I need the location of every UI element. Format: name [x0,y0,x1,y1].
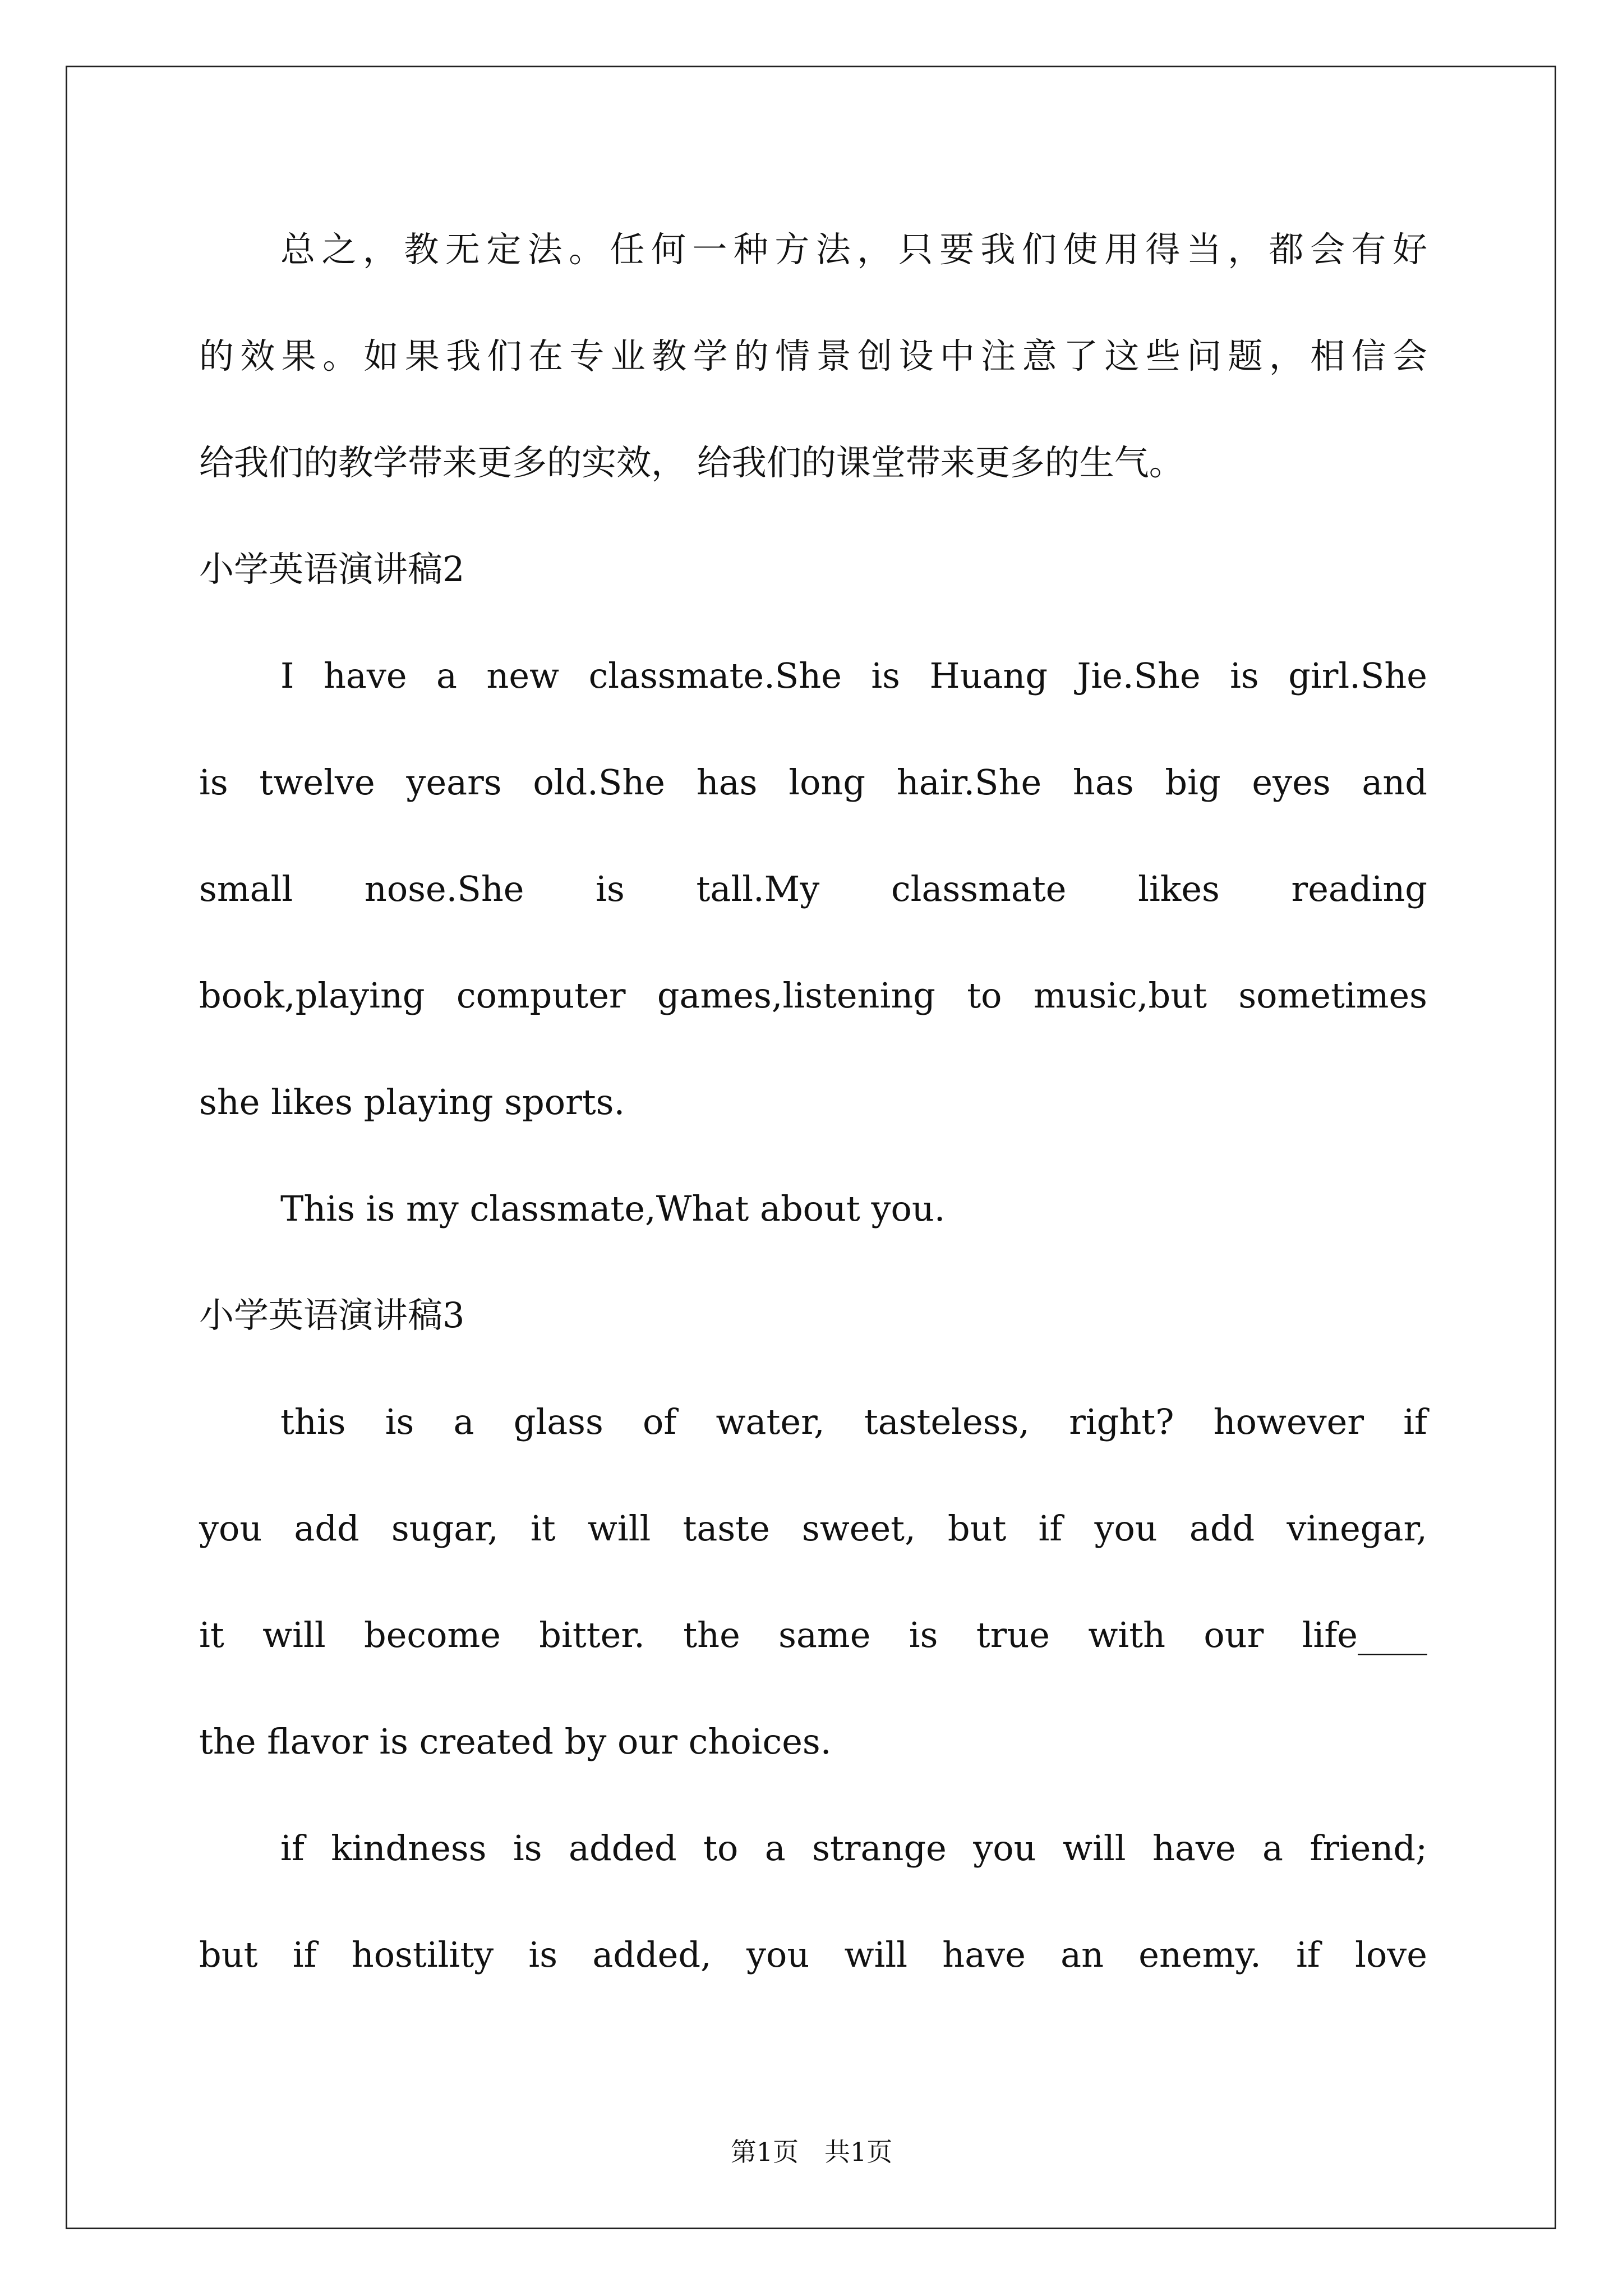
paragraph-line: this is a glass of water, tasteless, right? however if [280,1401,1427,1442]
paragraph-line: 总之，教无定法。任何一种方法，只要我们使用得当，都会有好 [280,229,1427,270]
page-number-current: 第1页 [730,2137,799,2167]
section-heading: 小学英语演讲稿2 [199,549,465,590]
paragraph-line: 给我们的教学带来更多的实效， 给我们的课堂带来更多的生气。 [199,442,1184,483]
paragraph-line: is twelve years old.She has long hair.She has big eyes and [199,762,1427,803]
paragraph-line: small nose.She is tall.My classmate likes reading [199,868,1427,909]
paragraph-line: she likes playing sports. [199,1082,625,1122]
paragraph-line: the flavor is created by our choices. [199,1721,832,1762]
paragraph-line: you add sugar, it will taste sweet, but if you add vinegar, [199,1508,1427,1549]
paragraph-line: it will become bitter. the same is true with our life____ [199,1614,1427,1655]
page-number-total: 共1页 [824,2137,893,2167]
paragraph-line: This is my classmate,What about you. [280,1188,946,1229]
paragraph-line: I have a new classmate.She is Huang Jie.She is girl.She [280,655,1427,696]
paragraph-line: book,playing computer games,listening to music,but sometimes [199,975,1427,1016]
paragraph-line: if kindness is added to a strange you will have a friend; [280,1828,1427,1869]
paragraph-line: but if hostility is added, you will have an enemy. if love [199,1934,1427,1975]
paragraph-line: 的效果。如果我们在专业教学的情景创设中注意了这些问题，相信会 [199,335,1427,376]
page-footer [0,2132,1623,2169]
section-heading: 小学英语演讲稿3 [199,1295,465,1336]
document-body [199,213,1427,2025]
